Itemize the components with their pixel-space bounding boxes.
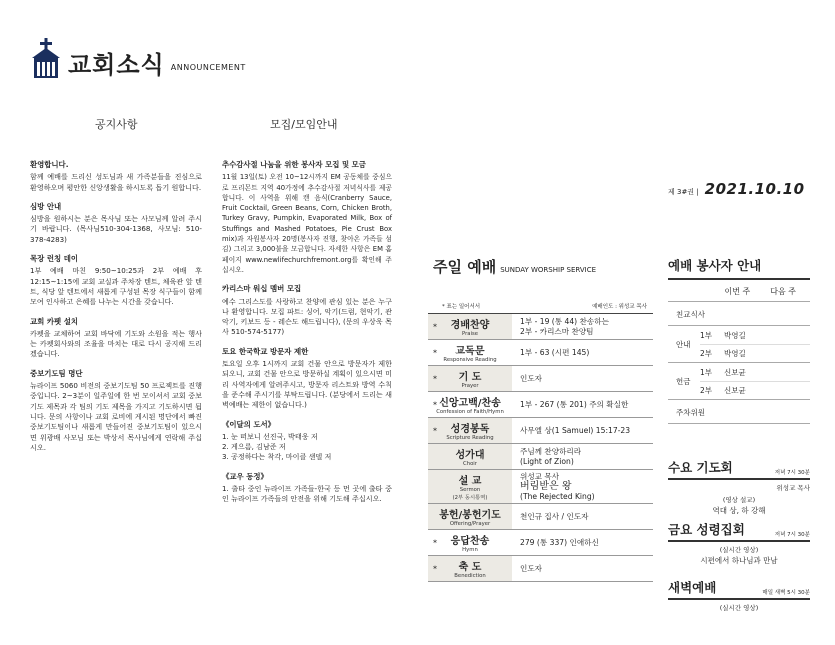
- worship-order-row: [428, 314, 653, 340]
- friday-gathering: [668, 520, 810, 566]
- recruit-item: [222, 160, 392, 275]
- worship-item-detail: 1부 - 267 (통 201) 주의 확실한: [520, 399, 629, 409]
- worship-title-ko: 주일 예배: [433, 258, 497, 276]
- book-line: 3. 공정하다는 착각, 마이클 샌델 저: [222, 452, 332, 462]
- issue-label: 제 3#권 |: [668, 188, 699, 196]
- service-sub-row: [700, 326, 810, 344]
- worship-item-detail: (The Rejected King): [520, 491, 595, 501]
- worship-item-en: Confession of Faith/Hymn: [436, 409, 504, 415]
- worship-item-en: Benediction: [454, 573, 486, 579]
- notice-title: 중보기도팀 명단: [30, 368, 83, 378]
- service-session: 2부: [700, 349, 713, 358]
- service-session: 1부: [700, 330, 713, 340]
- notice-item: [30, 160, 202, 193]
- worship-item-detail: 주님께 찬양하리라: [520, 446, 582, 456]
- worship-item-en: Sermon: [459, 487, 481, 493]
- notice-body: 심방을 원하시는 분은 목사님 또는 사모님께 알려 주시기 바랍니다. (목사님510-304-1368, 사모님: 510-378-4283): [30, 214, 202, 244]
- notice-body: 카펫을 교체하여 교회 바닥에 기도와 소원을 적는 행사는 카펫회사와의 조율을 마치는 대로 다시 공지해 드리겠습니다.: [30, 328, 202, 359]
- worship-item-en: Prayer: [461, 383, 479, 389]
- recruit-title: 추수감사절 나눔을 위한 봉사자 모집 및 모금: [222, 160, 366, 169]
- worship-item-detail: 인도자: [520, 563, 543, 573]
- worship-item-en: Praise: [461, 331, 478, 337]
- recruit-item: [222, 472, 392, 505]
- worship-item-ko: 응답찬송: [450, 536, 490, 547]
- issue-date: 2021.10.10: [704, 180, 805, 198]
- worship-item-detail: 위성교 목사: [520, 471, 560, 481]
- notice-title: 목장 런칭 데이: [30, 254, 78, 264]
- worship-order-row: [428, 340, 653, 366]
- service-row: [668, 363, 810, 400]
- recruit-body: 예수 그리스도를 사랑하고 찬양에 관심 있는 분은 누구나 환영합니다. 모집 파트: 싱어, 악기(드럼, 현악기, 관악기, 키보드 등 - 레슨도 해드립니다), (문의 우상욱 목사 510-574-5177): [222, 296, 392, 337]
- notice-body: 1부 예배 마친 9:50~10:25과 2부 예배 후 12:15~1:15에 교회 교실과 주차장 텐트, 체육관 앞 텐트, 식당 앞 텐트에서 새롭게 구성된 목장 식구들이 함께 모여 인사하고 은혜를 나누는 시간을 갖습니다.: [30, 266, 202, 307]
- book-line: 2. 게으름, 김남준 저: [222, 442, 286, 452]
- worship-item-ko: 설 교: [458, 476, 482, 487]
- schedule-line: (실시간 영상): [719, 546, 759, 554]
- worship-item-ko: 기 도: [458, 372, 482, 383]
- worship-order-row: [428, 444, 653, 470]
- recruit-section-title: 모집/모임안내: [270, 118, 338, 131]
- recruit-item: [222, 284, 392, 337]
- service-person: 박영길: [724, 330, 746, 340]
- dawn-service: [668, 578, 810, 612]
- worship-item-ko: 축 도: [458, 562, 482, 573]
- service-group-label: 헌금: [676, 376, 691, 386]
- service-sub-row: [700, 363, 810, 381]
- service-group-label: 안내: [676, 339, 691, 349]
- worship-order-row: [428, 366, 653, 392]
- worship-item-ko: 교독문: [455, 346, 485, 357]
- worship-item-ko: 성경봉독: [450, 424, 490, 435]
- standing-star: *: [433, 322, 437, 331]
- worship-item-detail: (Light of Zion): [520, 456, 574, 466]
- worship-order-row: [428, 530, 653, 556]
- recruit-title: 《이달의 도서》: [222, 419, 276, 429]
- schedule-time: 매일 새벽 5시 30분: [762, 590, 810, 596]
- worship-order-header: [428, 302, 653, 314]
- schedule-time: 저녁 7시 30분: [774, 532, 810, 538]
- church-logo-icon: [30, 38, 62, 80]
- worship-title-en: SUNDAY WORSHIP SERVICE: [500, 266, 597, 274]
- worship-item-en: Offering/Prayer: [449, 521, 491, 527]
- service-sub-row: [700, 344, 810, 362]
- notice-title: 환영합니다.: [30, 160, 69, 169]
- col-next-week: 다음 주: [770, 287, 796, 296]
- service-row: [668, 302, 810, 326]
- header-subtitle: ANNOUNCEMENT: [170, 63, 246, 72]
- notice-title: 교회 카펫 설치: [30, 316, 78, 326]
- service-label: 주차위원: [676, 408, 705, 417]
- worship-item-ko: 성가대: [455, 450, 485, 461]
- standing-star: *: [433, 400, 437, 409]
- service-person: 신보균: [724, 367, 746, 377]
- worship-item-en: Scripture Reading: [446, 435, 494, 441]
- schedule-title: 금요 성령집회: [668, 522, 745, 537]
- notice-body: 뉴라이프 5060 비전의 중보기도팀 50 프로젝트를 진행 중입니다. 2~3분이 일주일에 한 번 모이셔서 교회 중보기도 제목과 각 팀의 기도 제목을 가지고 기도하시면 됩니다. 문의 사항이나 교회 로비에 게시된 명단에서 빠진 중보기도팀이나 새롭게 만들어진 중보기도팀이 있으시면 위광배 사모님 또는 박상서 목사님에게 연락해 주십시오.: [30, 381, 202, 452]
- standing-star: *: [433, 426, 437, 435]
- recruit-title: 《교우 동정》: [222, 471, 268, 481]
- recruit-title: 카리스마 워십 멤버 모집: [222, 284, 302, 294]
- service-title: 예배 봉사자 안내: [668, 256, 810, 280]
- worship-item-detail: 1부 - 19 (통 44) 찬송하는: [520, 316, 609, 326]
- notice-item: [30, 369, 202, 453]
- schedule-time: 저녁 7시 30분: [774, 470, 810, 476]
- worship-item-detail: 1부 - 63 (시편 145): [520, 347, 590, 357]
- worship-item-note: (2부 동시통역): [452, 495, 488, 501]
- service-person: 신보균: [724, 386, 746, 395]
- recruit-item: [222, 347, 392, 411]
- recruit-body: 11월 13일(토) 오전 10~12시까지 EM 공동체를 중심으로 프리몬트 지역 40가정에 추수감사절 저녁식사를 제공합니다. 이 사역을 위해 캔 음식(Cranberry Sauce, Fruit Cocktail, Green Beans, Corn, Chicken Broth, Turkey Gravy, Pumpkin, Evaporated Milk, Box of Stuffings and Mashed Potatoes, Pie Crust Box mix)과 자원봉사자 20명(봉사자 진행, 찾아온 가족들 섬김) 그리고 3,000불을 모금합니다. 자세한 사항은 EM 홈페이지 www.newlifechurchfremont.org를 확인해 주십시오.: [222, 173, 392, 274]
- recruit-body: 토요일 오후 1시까지 교회 건물 안으로 방문자가 제한되오니, 교회 건물 안으로 방문하실 계획이 있으시면 미리 사역자에게 알려주시고, 방문자 리스트와 방역 수칙을 준수해 주시기를 부탁드립니다. (분당에서 드리는 새벽예배는 제한이 없습니다.): [222, 359, 392, 410]
- header-title: 교회소식: [68, 51, 165, 79]
- service-person: 박영길: [724, 349, 746, 358]
- worship-order-row: [428, 504, 653, 530]
- worship-item-ko: 경배찬양: [450, 320, 490, 331]
- worship-order-table: [428, 302, 653, 582]
- issue-info: [668, 180, 805, 198]
- bulletin-header: [30, 30, 246, 80]
- worship-item-detail: 279 (통 337) 인애하신: [520, 537, 599, 547]
- worship-item-detail: 천인규 집사 / 인도자: [520, 511, 589, 521]
- standing-star: *: [433, 564, 437, 573]
- worship-order-row: [428, 556, 653, 582]
- schedule-line: (실시간 영상): [719, 604, 759, 612]
- worship-order-row: [428, 470, 653, 504]
- col-this-week: 이번 주: [724, 287, 751, 296]
- notice-title: 심방 안내: [30, 201, 62, 211]
- recruit-column: [222, 160, 392, 514]
- service-sub-row: [700, 381, 810, 399]
- schedule-line: 시편에서 하나님과 만남: [700, 556, 778, 565]
- notice-item: [30, 317, 202, 360]
- worship-item-detail: 버림받은 왕: [520, 480, 572, 492]
- worship-item-detail: 2부 - 카리스마 찬양팀: [520, 326, 594, 336]
- standing-star: *: [433, 348, 437, 357]
- wednesday-prayer: [668, 458, 810, 516]
- worship-item-en: Choir: [463, 461, 477, 467]
- service-session: 2부: [700, 386, 713, 395]
- worship-title: [433, 256, 596, 277]
- schedule-line: 역대 상, 하 강해: [712, 506, 766, 515]
- standing-star: *: [433, 538, 437, 547]
- worship-item-en: Responsive Reading: [443, 357, 497, 363]
- standing-note: * 표는 일어서서: [442, 304, 481, 310]
- recruit-title: 토요 한국학교 방문자 제한: [222, 346, 309, 356]
- schedule-line: 위성교 목사: [776, 484, 810, 492]
- book-line: 1. 눈 떠보니 선진국, 박태웅 저: [222, 431, 318, 441]
- service-row: [668, 400, 810, 424]
- service-volunteers: [668, 256, 810, 424]
- schedule-title: 수요 기도회: [668, 460, 733, 475]
- recruit-item: [222, 420, 392, 463]
- recruit-body: 1. 출타 중인 뉴라이프 가족들-한국 등 먼 곳에 출타 중인 뉴라이프 가족들의 안전을 위해 기도해 주십시오.: [222, 484, 392, 504]
- standing-star: *: [433, 374, 437, 383]
- service-session: 1부: [700, 367, 713, 377]
- worship-item-ko: 봉헌/봉헌기도: [439, 510, 501, 521]
- notice-item: [30, 202, 202, 245]
- notice-item: [30, 254, 202, 307]
- worship-item-en: Hymn: [462, 547, 478, 553]
- notice-body: 함께 예배를 드리신 성도님과 새 가족분들을 진심으로 환영하오며 평안한 신앙생활을 하시도록 돕기 원합니다.: [30, 172, 202, 192]
- service-row: [668, 326, 810, 363]
- service-label: 친교식사: [676, 310, 705, 319]
- worship-order-row: [428, 418, 653, 444]
- service-header: [668, 280, 810, 302]
- notice-section-title: 공지사항: [95, 118, 138, 131]
- schedule-title: 새벽예배: [668, 580, 717, 595]
- worship-leader: 예배인도 : 위성교 목사: [592, 304, 647, 310]
- notice-column: [30, 160, 202, 462]
- schedule-line: (영상 설교): [722, 496, 756, 504]
- worship-item-ko: 신앙고백/찬송: [439, 398, 501, 409]
- worship-item-detail: 인도자: [520, 373, 543, 383]
- worship-order-row: [428, 392, 653, 418]
- worship-item-detail: 사무엘 상(1 Samuel) 15:17-23: [520, 425, 631, 435]
